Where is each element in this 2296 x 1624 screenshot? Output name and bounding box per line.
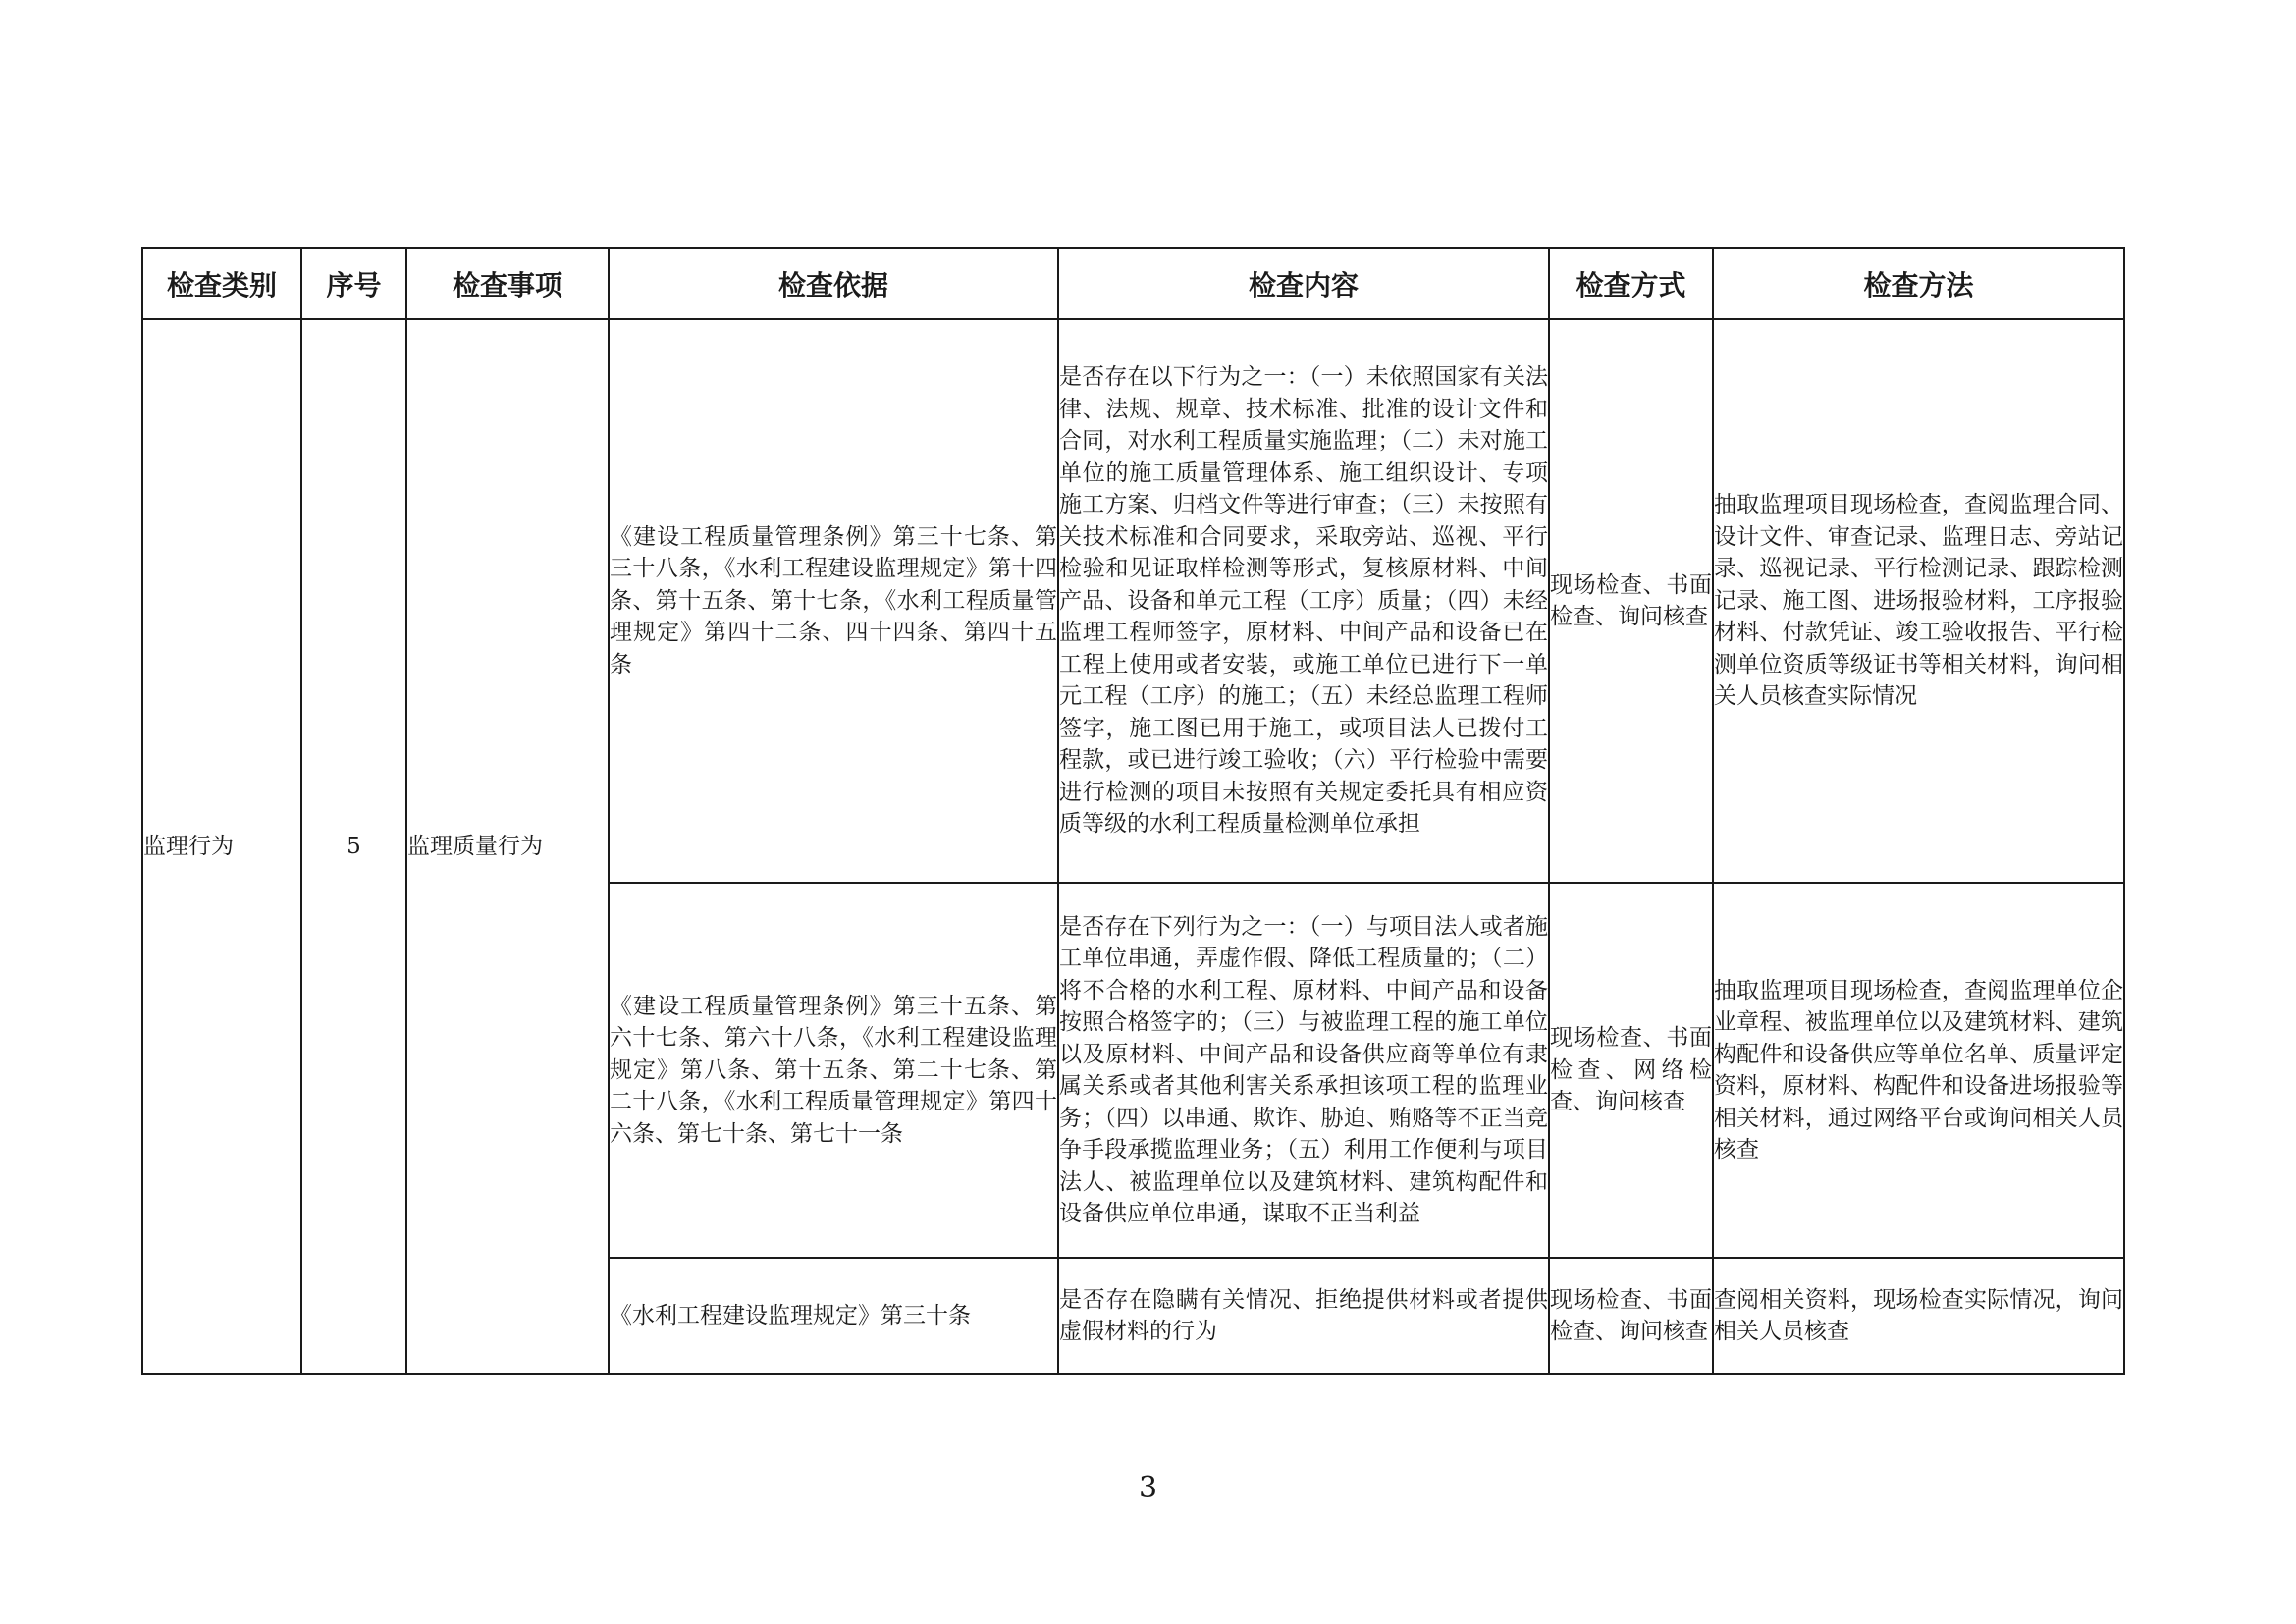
header-mode: 检查方式 [1549,248,1713,319]
cell-mode: 现场检查、书面检查、网络检查、询问核查 [1549,883,1713,1258]
cell-category: 监理行为 [142,319,301,1374]
header-item: 检查事项 [406,248,609,319]
cell-method: 抽取监理项目现场检查，查阅监理合同、设计文件、审查记录、监理日志、旁站记录、巡视记录、平行检测记录、跟踪检测记录、施工图、进场报验材料，工序报验材料、付款凭证、竣工验收报告、平行检测单位资质等级证书等相关材料，询问相关人员核查实际情况 [1713,319,2124,883]
cell-method: 抽取监理项目现场检查，查阅监理单位企业章程、被监理单位以及建筑材料、建筑构配件和设备供应等单位名单、质量评定资料，原材料、构配件和设备进场报验等相关材料，通过网络平台或询问相关人员核查 [1713,883,2124,1258]
page-number: 3 [1138,1471,1158,1505]
cell-content: 是否存在下列行为之一：（一）与项目法人或者施工单位串通，弄虚作假、降低工程质量的；（二）将不合格的水利工程、原材料、中间产品和设备按照合格签字的；（三）与被监理工程的施工单位以及原材料、中间产品和设备供应商等单位有隶属关系或者其他利害关系承担该项工程的监理业务；（四）以串通、欺诈、胁迫、贿赂等不正当竞争手段承揽监理业务；（五）利用工作便利与项目法人、被监理单位以及建筑材料、建筑构配件和设备供应单位串通，谋取不正当利益 [1058,883,1549,1258]
cell-content: 是否存在隐瞒有关情况、拒绝提供材料或者提供虚假材料的行为 [1058,1258,1549,1374]
table-header-row [142,248,2124,319]
cell-method: 查阅相关资料，现场检查实际情况，询问相关人员核查 [1713,1258,2124,1374]
cell-mode: 现场检查、书面检查、询问核查 [1549,319,1713,883]
cell-basis: 《建设工程质量管理条例》第三十五条、第六十七条、第六十八条，《水利工程建设监理规定》第八条、第十五条、第二十七条、第二十八条，《水利工程质量管理规定》第四十六条、第七十条、第七十一条 [609,883,1058,1258]
header-content: 检查内容 [1058,248,1549,319]
table-row [142,319,2124,883]
cell-mode: 现场检查、书面检查、询问核查 [1549,1258,1713,1374]
header-method: 检查方法 [1713,248,2124,319]
cell-content: 是否存在以下行为之一：（一）未依照国家有关法律、法规、规章、技术标准、批准的设计文件和合同，对水利工程质量实施监理；（二）未对施工单位的施工质量管理体系、施工组织设计、专项施工方案、归档文件等进行审查；（三）未按照有关技术标准和合同要求，采取旁站、巡视、平行检验和见证取样检测等形式，复核原材料、中间产品、设备和单元工程（工序）质量；（四）未经监理工程师签字，原材料、中间产品和设备已在工程上使用或者安装，或施工单位已进行下一单元工程（工序）的施工；（五）未经总监理工程师签字，施工图已用于施工，或项目法人已拨付工程款，或已进行竣工验收；（六）平行检验中需要进行检测的项目未按照有关规定委托具有相应资质等级的水利工程质量检测单位承担 [1058,319,1549,883]
cell-basis: 《水利工程建设监理规定》第三十条 [609,1258,1058,1374]
inspection-table [141,247,2125,1375]
cell-item: 监理质量行为 [406,319,609,1374]
cell-basis: 《建设工程质量管理条例》第三十七条、第三十八条，《水利工程建设监理规定》第十四条、第十五条、第十七条，《水利工程质量管理规定》第四十二条、四十四条、第四十五条 [609,319,1058,883]
header-seq: 序号 [301,248,406,319]
header-basis: 检查依据 [609,248,1058,319]
cell-seq: 5 [301,319,406,1374]
header-category: 检查类别 [142,248,301,319]
